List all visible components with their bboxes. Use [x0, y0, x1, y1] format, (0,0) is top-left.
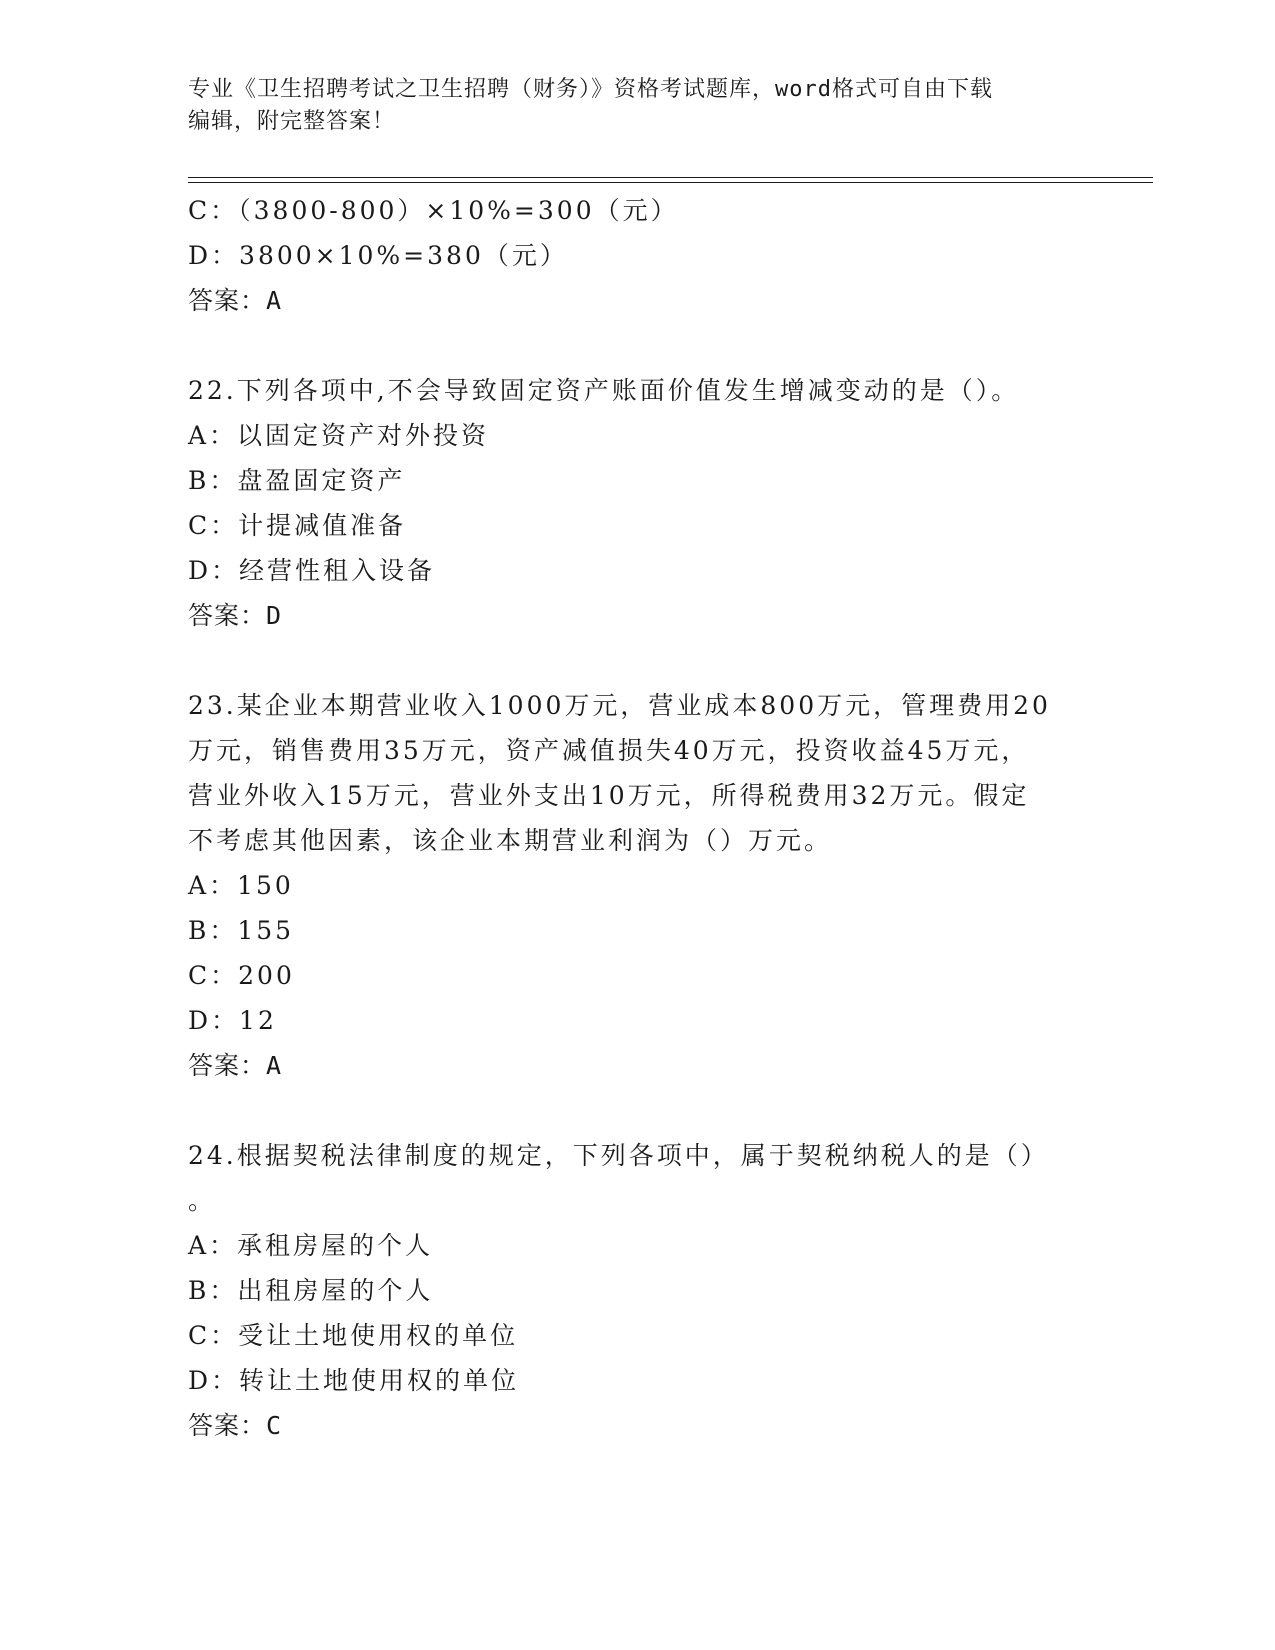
option-a: A：承租房屋的个人 [188, 1231, 434, 1260]
document-header [188, 74, 1088, 138]
option-b: B：155 [188, 916, 295, 945]
question-24 [188, 1133, 1088, 1449]
option-a: A：150 [188, 871, 294, 900]
question-text-line-4: 不考虑其他因素，该企业本期营业利润为（）万元。 [188, 826, 833, 855]
option-c: C：（3800-800）×10%=300（元） [188, 196, 679, 225]
option-b: B：出租房屋的个人 [188, 1276, 434, 1305]
answer-label: 答案：A [188, 1051, 283, 1080]
question-text-line-2: 万元，销售费用35万元，资产减值损失40万元，投资收益45万元， [188, 736, 1030, 765]
question-22 [188, 368, 1088, 639]
option-c: C：200 [188, 961, 295, 990]
option-d: D：3800×10%=380（元） [188, 241, 568, 270]
question-text: 22.下列各项中,不会导致固定资产账面价值发生增减变动的是（）。 [188, 376, 1020, 405]
question-21 [188, 188, 1088, 324]
option-d: D：转让土地使用权的单位 [188, 1366, 520, 1395]
question-list [188, 188, 1088, 1449]
option-c: C：计提减值准备 [188, 511, 407, 540]
header-divider-top [188, 177, 1153, 178]
header-line-2: 编辑，附完整答案！ [188, 109, 396, 134]
question-text-line-3: 营业外收入15万元，营业外支出10万元，所得税费用32万元。假定 [188, 781, 1030, 810]
option-d: D：12 [188, 1006, 277, 1035]
question-text-line-1: 23.某企业本期营业收入1000万元，营业成本800万元，管理费用20 [188, 691, 1051, 720]
answer-label: 答案：D [188, 601, 283, 630]
header-line-1: 专业《卫生招聘考试之卫生招聘（财务）》资格考试题库，word格式可自由下载 [188, 77, 993, 102]
option-a: A：以固定资产对外投资 [188, 421, 490, 450]
answer-label: 答案：C [188, 1411, 283, 1440]
answer-label: 答案：A [188, 286, 283, 315]
option-b: B：盘盈固定资产 [188, 466, 406, 495]
header-divider-bottom [188, 182, 1153, 183]
question-text-line-1: 24.根据契税法律制度的规定，下列各项中，属于契税纳税人的是（） [188, 1141, 1049, 1170]
option-d: D：经营性租入设备 [188, 556, 436, 585]
question-23 [188, 683, 1088, 1089]
option-c: C：受让土地使用权的单位 [188, 1321, 519, 1350]
question-text-line-2: 。 [188, 1186, 217, 1215]
